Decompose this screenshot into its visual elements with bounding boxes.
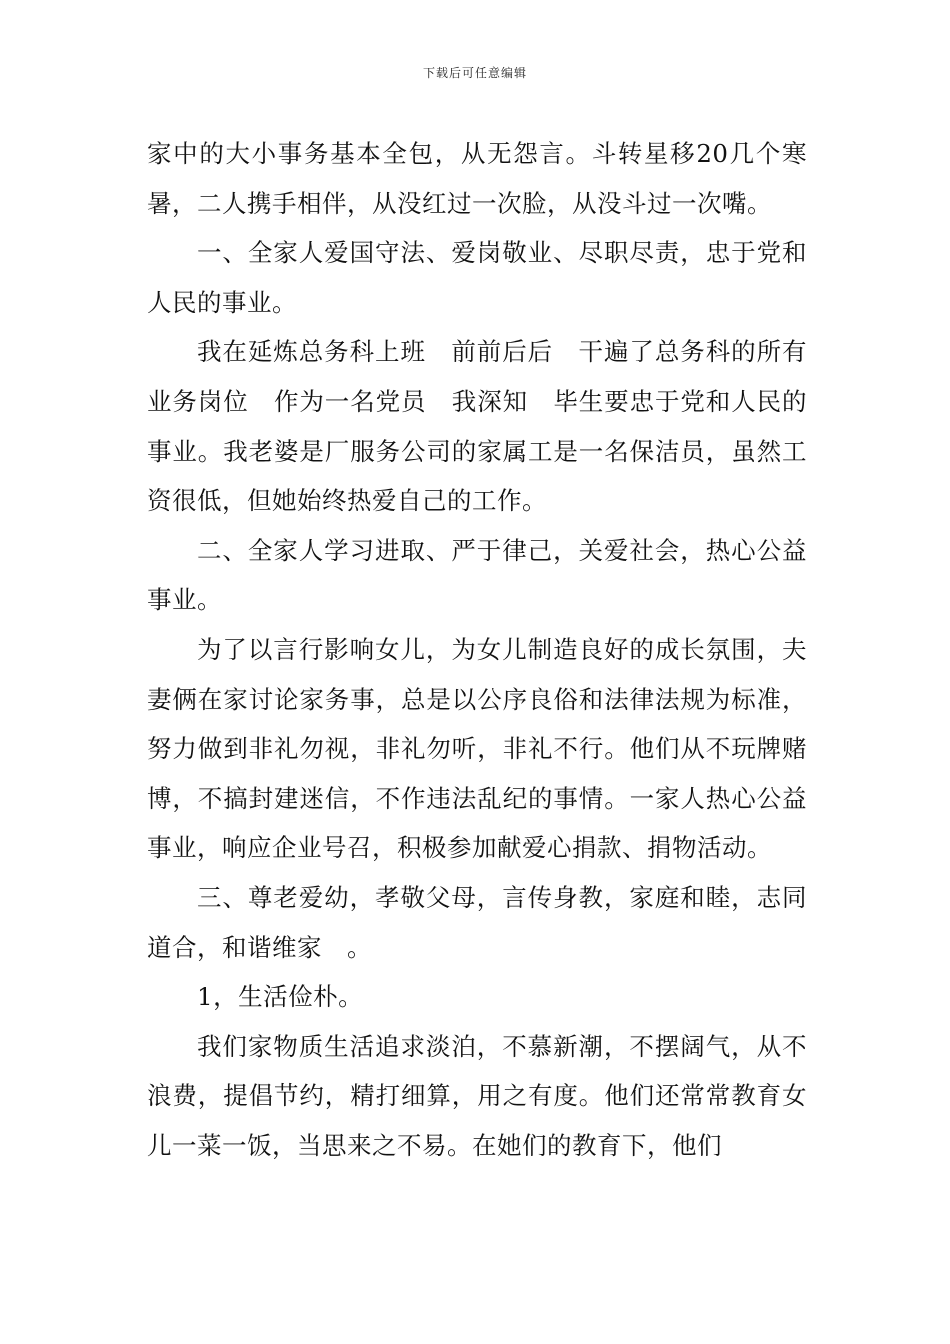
paragraph-8: 我们家物质生活追求淡泊，不慕新潮，不摆阔气，从不浪费，提倡节约，精打细算，用之有度。他们还常常教育女儿一菜一饭，当思来之不易。在她们的教育下，他们 (147, 1031, 807, 1160)
paragraph-5: 为了以言行影响女儿，为女儿制造良好的成长氛围，夫妻俩在家讨论家务事，总是以公序良俗和法律法规为标准，努力做到非礼勿视，非礼勿听，非礼不行。他们从不玩牌赌博，不搞封建迷信，不作违法乱纪的事情。一家人热心公益事业，响应企业号召，积极参加献爱心捐款、捐物活动。 (147, 634, 807, 863)
document-body (147, 129, 807, 1170)
paragraph-1: 家中的大小事务基本全包，从无怨言。斗转星移20几个寒暑，二人携手相伴，从没红过一次脸，从没斗过一次嘴。 (147, 139, 807, 218)
paragraph-2: 一、全家人爱国守法、爱岗敬业、尽职尽责，忠于党和人民的事业。 (147, 238, 807, 317)
paragraph-4: 二、全家人学习进取、严于律己，关爱社会，热心公益事业。 (147, 535, 807, 615)
page-header: 下载后可任意编辑 (422, 66, 527, 80)
paragraph-6: 三、尊老爱幼，孝敬父母，言传身教，家庭和睦，志同道合，和谐维家 。 (147, 882, 807, 962)
paragraph-7: 1，生活俭朴。 (197, 982, 364, 1012)
paragraph-3: 我在延炼总务科上班 前前后后 干遍了总务科的所有业务岗位 作为一名党员 我深知 毕生要忠于党和人民的事业。我老婆是厂服务公司的家属工是一名保洁员，虽然工资很低，但她始终热爱自己的工作。 (147, 337, 807, 516)
